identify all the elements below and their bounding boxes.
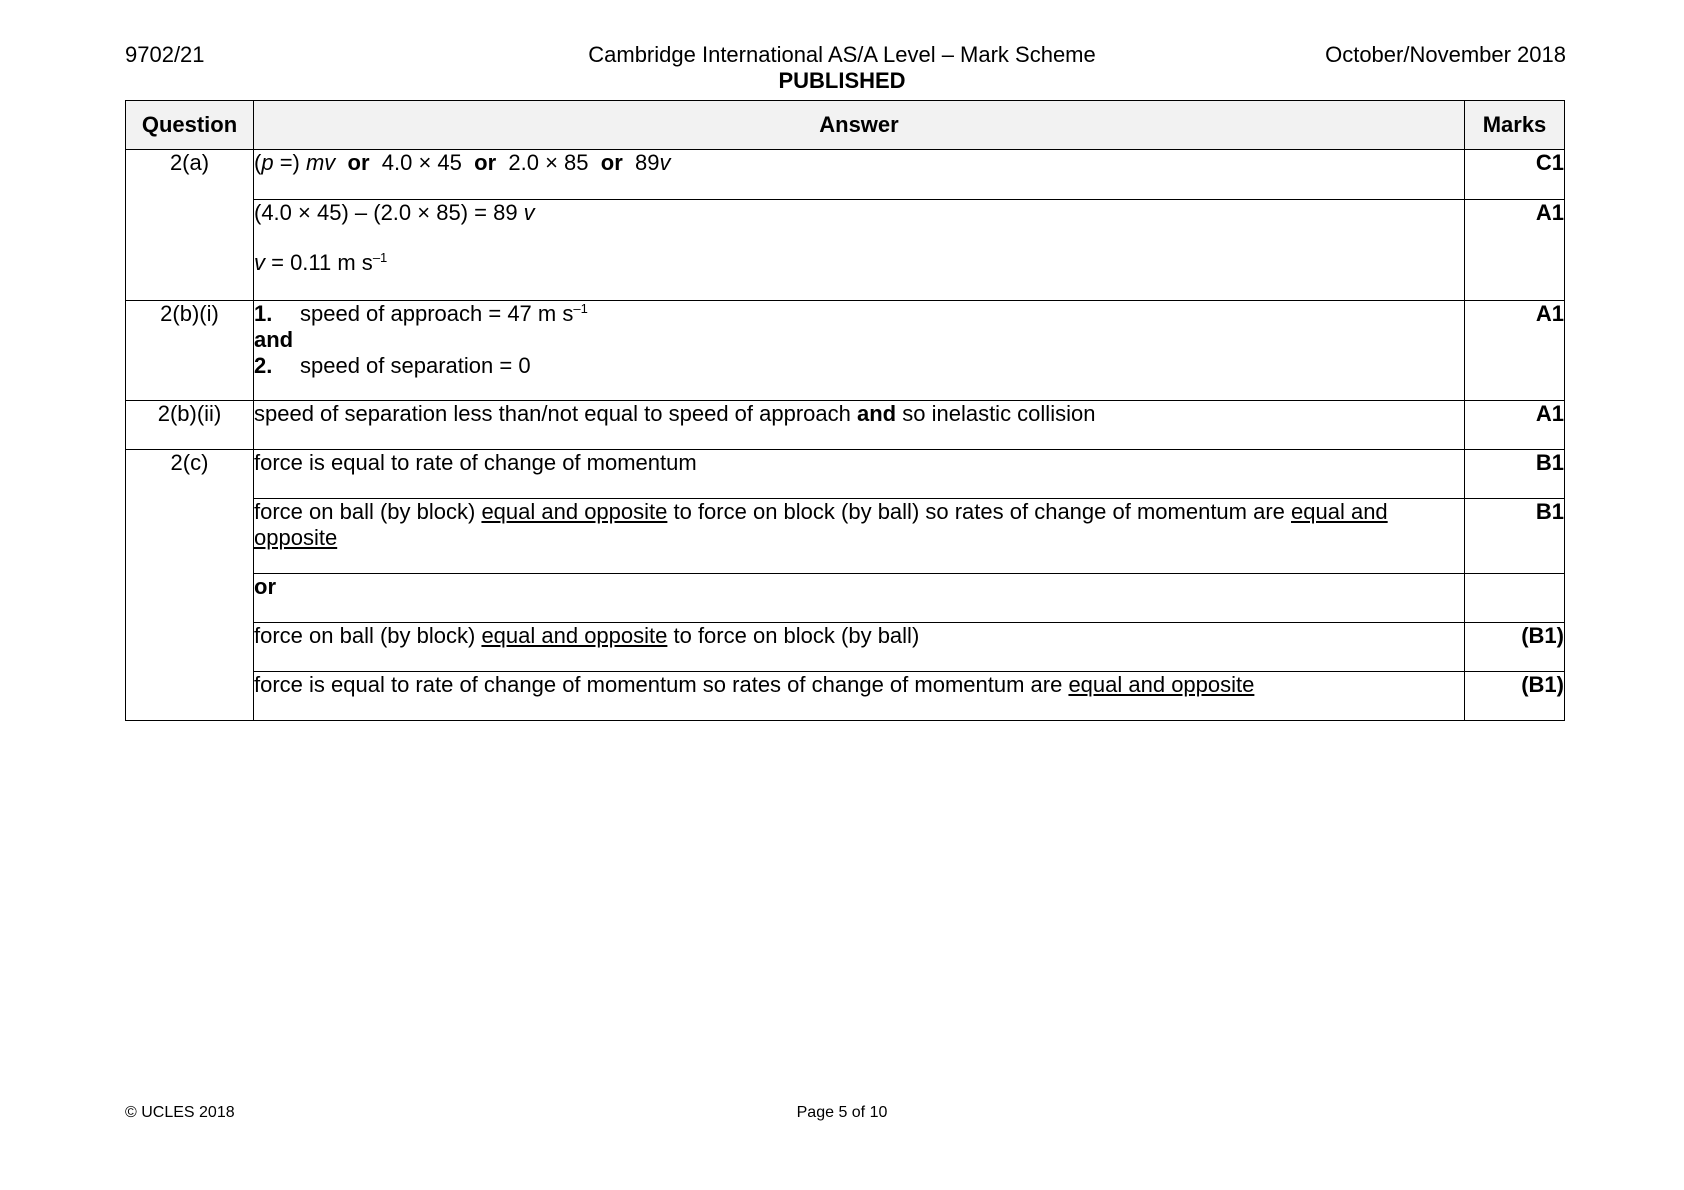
column-header-answer: Answer [254, 101, 1465, 150]
table-row [126, 623, 1565, 672]
mark-cell: A1 [1465, 200, 1565, 301]
answer-text: (4.0 × 45) – (2.0 × 85) = 89 [254, 200, 524, 225]
table-row [126, 401, 1565, 450]
answer-line [254, 353, 1464, 379]
or-keyword: or [600, 150, 623, 175]
answer-text: ( [254, 150, 262, 175]
answer-cell [254, 499, 1465, 574]
item-number: 1. [254, 301, 273, 326]
answer-line [254, 250, 1464, 276]
table-row [126, 150, 1565, 200]
mark-cell: C1 [1465, 150, 1565, 200]
underlined-text: equal and opposite [481, 499, 668, 524]
table-row [126, 499, 1565, 574]
column-header-marks: Marks [1465, 101, 1565, 150]
answer-text: 4.0 × 45 [381, 150, 462, 175]
item-number: 2. [254, 353, 273, 378]
answer-text: =) [273, 150, 306, 175]
table-row [126, 574, 1565, 623]
published-label: PUBLISHED [778, 68, 906, 93]
mark-cell: (B1) [1465, 672, 1565, 721]
answer-text: = 0.11 m s [265, 250, 373, 275]
or-keyword: or [254, 574, 1465, 623]
copyright-notice: © UCLES 2018 [125, 1104, 235, 1121]
answer-text: to force on block (by ball) [667, 623, 920, 648]
answer-line [254, 301, 1464, 327]
answer-cell [254, 301, 1465, 401]
answer-text: speed of approach = 47 m s [300, 301, 574, 326]
answer-cell [254, 672, 1465, 721]
answer-text: speed of separation less than/not equal to speed of approach [254, 401, 857, 426]
table-row [126, 301, 1565, 401]
answer-text: force is equal to rate of change of momentum so rates of change of momentum are [254, 672, 1069, 697]
mark-cell: A1 [1465, 301, 1565, 401]
mark-cell: B1 [1465, 499, 1565, 574]
answer-text: to force on block (by ball) so rates of change of momentum are [667, 499, 1292, 524]
superscript: –1 [573, 301, 588, 316]
mark-cell: B1 [1465, 450, 1565, 499]
mark-cell: (B1) [1465, 623, 1565, 672]
table-header-row [126, 101, 1565, 150]
table-row [126, 200, 1565, 301]
question-number: 2(b)(ii) [126, 401, 254, 450]
underlined-text: equal and opposite [481, 623, 668, 648]
paper-code: 9702/21 [125, 42, 205, 67]
answer-line [254, 200, 1464, 226]
answer-cell [254, 401, 1465, 450]
exam-session: October/November 2018 [1325, 42, 1566, 67]
underlined-text: opposite [254, 525, 338, 550]
answer-cell [254, 200, 1465, 301]
answer-cell [254, 150, 1465, 200]
underlined-text: equal and opposite [1068, 672, 1255, 697]
and-keyword: and [857, 401, 897, 426]
question-number: 2(c) [126, 450, 254, 721]
mark-cell: A1 [1465, 401, 1565, 450]
table-row [126, 672, 1565, 721]
mark-scheme-table [125, 100, 1565, 721]
and-keyword: and [254, 327, 294, 352]
document-title: Cambridge International AS/A Level – Mark Scheme [588, 42, 1096, 67]
answer-text: 89 [635, 150, 660, 175]
column-header-question: Question [126, 101, 254, 150]
variable-v: v [254, 250, 265, 275]
mark-cell [1465, 574, 1565, 623]
answer-cell: force is equal to rate of change of momentum [254, 450, 1465, 499]
underlined-text: equal and [1291, 499, 1388, 524]
answer-text: force on ball (by block) [254, 623, 482, 648]
variable-v: v [523, 200, 535, 225]
question-number: 2(b)(i) [126, 301, 254, 401]
superscript: –1 [372, 250, 388, 265]
page-number: Page 5 of 10 [796, 1104, 888, 1121]
variable-p: p [261, 150, 274, 175]
answer-text: speed of separation = 0 [300, 353, 531, 378]
answer-text: 2.0 × 85 [508, 150, 589, 175]
answer-text: force on ball (by block) [254, 499, 482, 524]
or-keyword: or [474, 150, 497, 175]
table-row [126, 450, 1565, 499]
answer-cell [254, 623, 1465, 672]
variable-v: v [659, 150, 671, 175]
answer-text: so inelastic collision [896, 401, 1096, 426]
variable-mv: mv [305, 150, 336, 175]
question-number: 2(a) [126, 150, 254, 301]
or-keyword: or [347, 150, 370, 175]
